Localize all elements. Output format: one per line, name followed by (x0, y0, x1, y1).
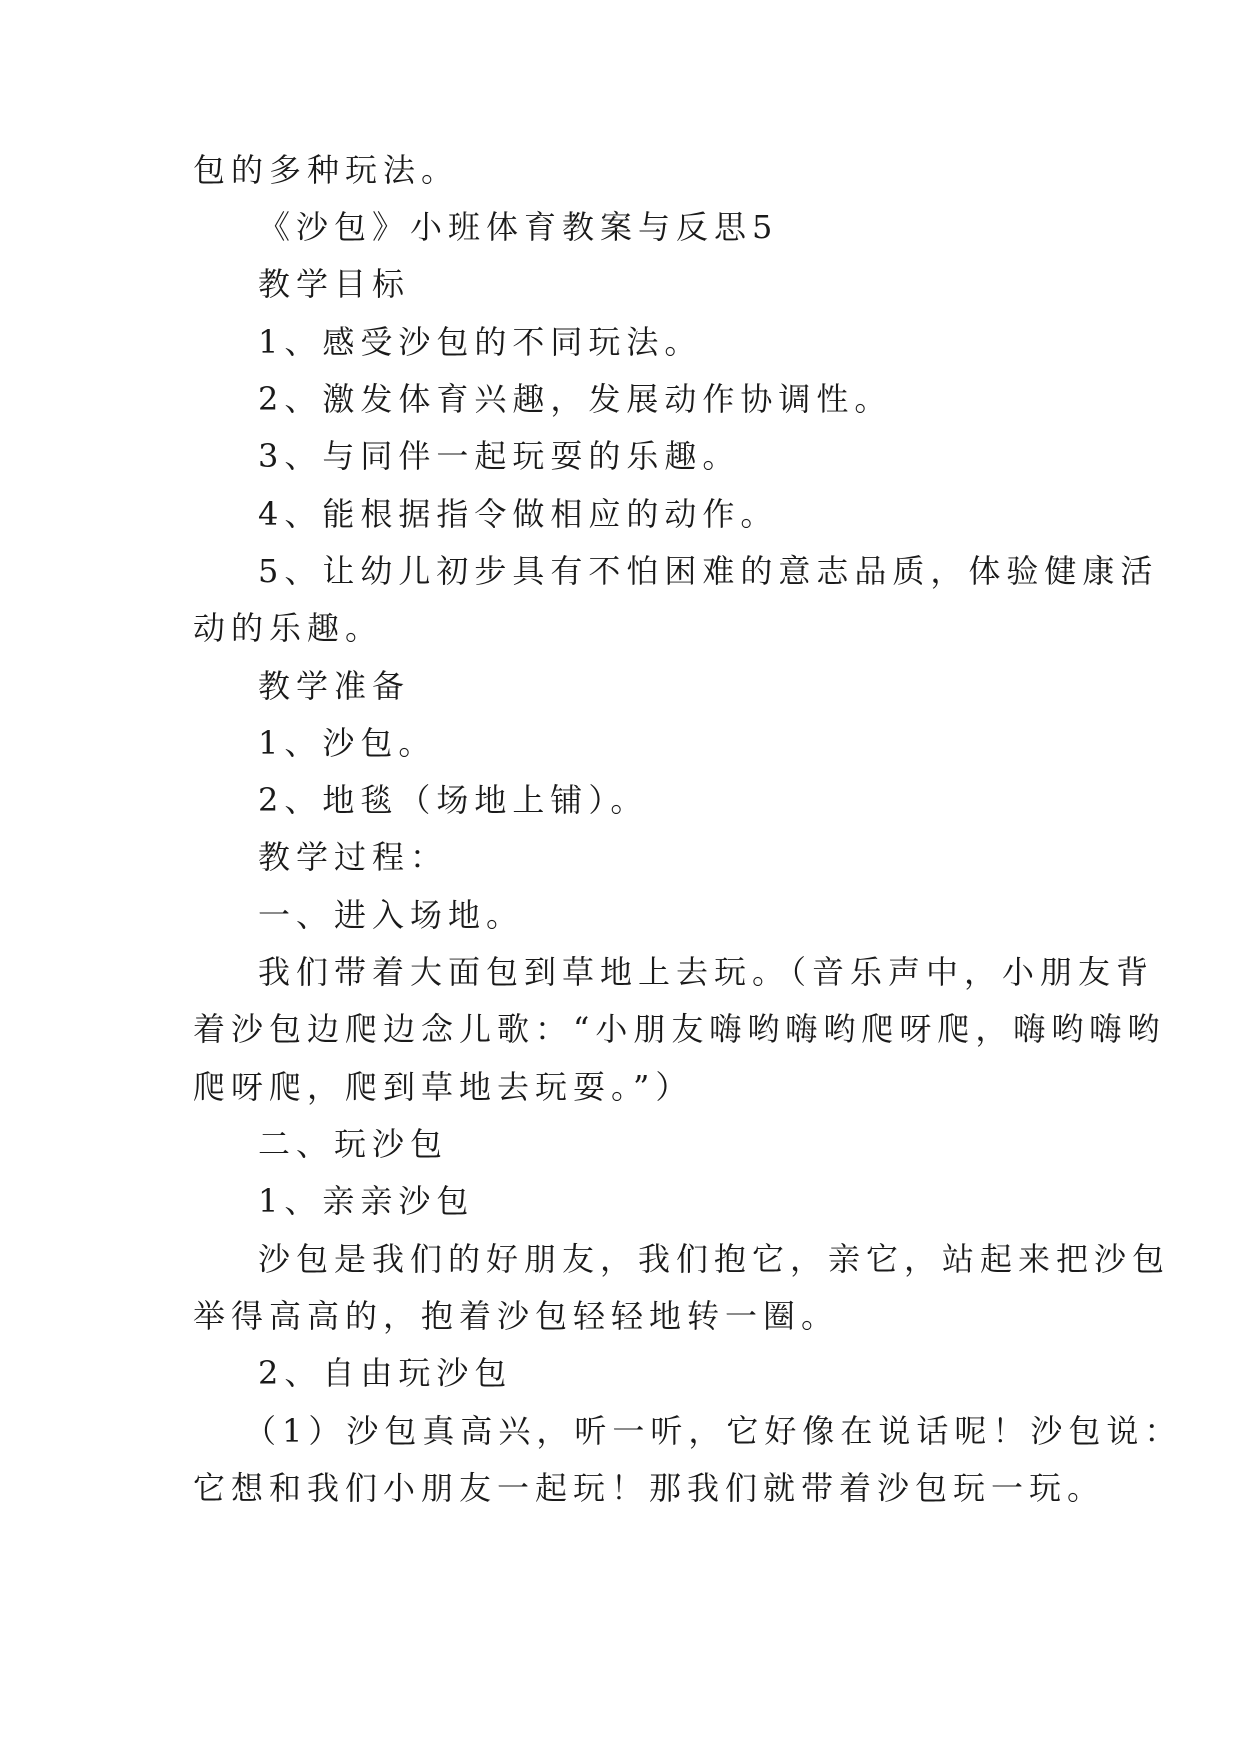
list-item: 1、沙包。 (258, 724, 437, 762)
list-item: 2、地毯（场地上铺）。 (258, 781, 649, 819)
heading-teaching-process: 教学过程： (258, 838, 449, 876)
list-item: 1、感受沙包的不同玩法。 (258, 323, 703, 361)
paragraph-line: 举得高高的，抱着沙包轻轻地转一圈。 (193, 1297, 840, 1335)
paragraph-line: 我们带着大面包到草地上去玩。（音乐声中，小朋友背 (258, 953, 1155, 991)
paragraph-line: 它想和我们小朋友一起玩！那我们就带着沙包玩一玩。 (193, 1469, 1106, 1507)
paragraph-line: （1）沙包真高兴，听一听，它好像在说话呢！沙包说： (244, 1412, 1183, 1450)
paragraph-line: 爬呀爬，爬到草地去玩耍。”） (193, 1068, 694, 1106)
step-heading: 一、进入场地。 (258, 896, 525, 934)
text-line: 包的多种玩法。 (193, 151, 460, 189)
heading-teaching-goals: 教学目标 (258, 265, 411, 303)
list-item: 4、能根据指令做相应的动作。 (258, 495, 779, 533)
heading-teaching-prep: 教学准备 (258, 667, 411, 705)
list-item: 3、与同伴一起玩耍的乐趣。 (258, 437, 741, 475)
list-item: 2、激发体育兴趣，发展动作协调性。 (258, 380, 893, 418)
text-line: 动的乐趣。 (193, 609, 384, 647)
paragraph-line: 沙包是我们的好朋友，我们抱它，亲它，站起来把沙包 (258, 1240, 1171, 1278)
section-title: 《沙包》小班体育教案与反思5 (258, 208, 779, 246)
step-heading: 二、玩沙包 (258, 1125, 449, 1163)
sub-step-heading: 1、亲亲沙包 (258, 1182, 475, 1220)
paragraph-line: 着沙包边爬边念儿歌：“小朋友嗨哟嗨哟爬呀爬，嗨哟嗨哟 (193, 1010, 1166, 1048)
list-item: 5、让幼儿初步具有不怕困难的意志品质，体验健康活 (258, 552, 1159, 590)
sub-step-heading: 2、自由玩沙包 (258, 1354, 513, 1392)
